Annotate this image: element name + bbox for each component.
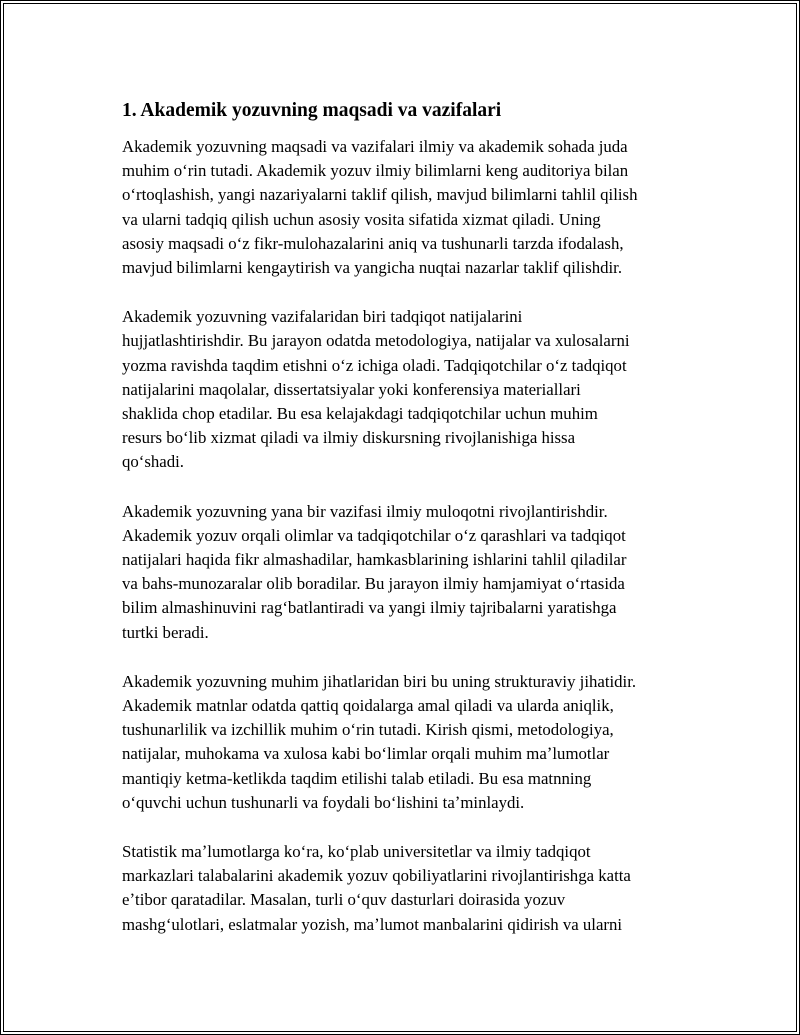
text-line: natijalarini maqolalar, dissertatsiyalar yoki konferensiya materiallari [122,379,581,399]
text-line: qoʻshadi. [122,452,184,472]
text-line: Akademik yozuv orqali olimlar va tadqiqotchilar oʻz qarashlari va tadqiqot [122,525,626,545]
text-line: Akademik yozuvning maqsadi va vazifalari ilmiy va akademik sohada juda [122,137,628,156]
paragraph-statistics [122,840,692,937]
section-heading: 1. Akademik yozuvning maqsadi va vazifalari [122,100,502,121]
paragraph-communication [122,500,692,645]
text-line: Akademik yozuvning muhim jihatlaridan biri bu uning strukturaviy jihatidir. [122,671,637,691]
text-line: natijalari haqida fikr almashadilar, hamkasblarining ishlarini tahlil qiladilar [122,550,627,570]
text-line: Statistik maʼlumotlarga koʻra, koʻplab universitetlar va ilmiy tadqiqot [122,842,591,862]
text-line: hujjatlashtirishdir. Bu jarayon odatda metodologiya, natijalar va xulosalarni [122,331,630,351]
text-line: mavjud bilimlarni kengaytirish va yangicha nuqtai nazarlar taklif qilishdir. [122,258,623,278]
text-line: oʻrtoqlashish, yangi nazariyalarni taklif qilish, mavjud bilimlarni tahlil qilish [122,185,638,205]
text-line: va ularni tadqiq qilish uchun asosiy vosita sifatida xizmat qiladi. Uning [122,209,601,229]
paragraph-structure [122,670,692,815]
text-line: mashgʻulotlari, eslatmalar yozish, maʼlumot manbalarini qidirish va ularni [122,914,623,934]
text-line: Akademik yozuvning vazifalaridan biri tadqiqot natijalarini [122,307,523,327]
text-line: mantiqiy ketma-ketlikda taqdim etilishi talab etiladi. Bu esa matnning [122,768,592,788]
text-line: Akademik matnlar odatda qattiq qoidalarga amal qiladi va ularda aniqlik, [122,696,614,716]
text-line: natijalar, muhokama va xulosa kabi boʻlimlar orqali muhim maʼlumotlar [122,744,610,764]
text-line: shaklida chop etadilar. Bu esa kelajakdagi tadqiqotchilar uchun muhim [122,404,598,424]
text-line: tushunarlilik va izchillik muhim oʻrin tutadi. Kirish qismi, metodologiya, [122,720,614,740]
text-line: resurs boʻlib xizmat qiladi va ilmiy diskursning rivojlanishiga hissa [122,428,576,448]
document-body [122,98,692,962]
text-line: turtki beradi. [122,622,209,642]
text-line: bilim almashinuvini ragʻbatlantiradi va yangi ilmiy tajribalarni yaratishga [122,598,617,618]
text-line: eʼtibor qaratadilar. Masalan, turli oʻquv dasturlari doirasida yozuv [122,890,566,910]
text-line: asosiy maqsadi oʻz fikr-mulohazalarini aniq va tushunarli tarzda ifodalash, [122,233,624,253]
text-line: muhim oʻrin tutadi. Akademik yozuv ilmiy bilimlarni keng auditoriya bilan [122,161,629,181]
paragraph-documentation [122,305,692,474]
paragraph-purpose [122,135,692,280]
text-line: Akademik yozuvning yana bir vazifasi ilmiy muloqotni rivojlantirishdir. [122,501,608,521]
text-line: yozma ravishda taqdim etishni oʻz ichiga oladi. Tadqiqotchilar oʻz tadqiqot [122,355,627,375]
text-line: oʻquvchi uchun tushunarli va foydali boʻlishini taʼminlaydi. [122,792,525,812]
text-line: markazlari talabalarini akademik yozuv qobiliyatlarini rivojlantirishga katta [122,866,631,886]
text-line: va bahs-munozaralar olib boradilar. Bu jarayon ilmiy hamjamiyat oʻrtasida [122,574,625,594]
